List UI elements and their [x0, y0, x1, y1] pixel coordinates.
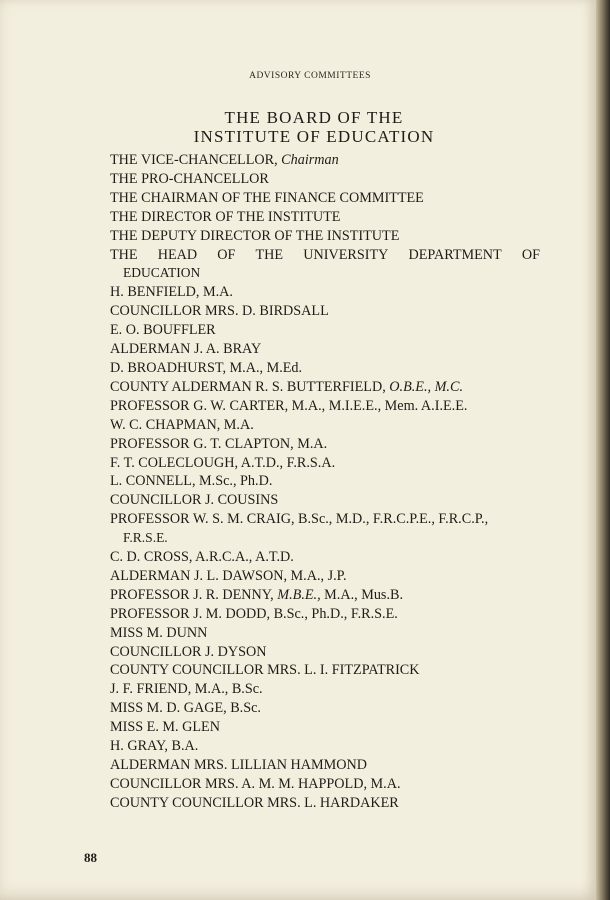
member-name: THE PRO-CHANCELLOR — [110, 170, 269, 187]
member-entry — [110, 246, 540, 284]
member-entry-line — [110, 246, 540, 265]
member-entry — [110, 775, 540, 794]
member-entry — [110, 491, 540, 510]
member-entry — [110, 151, 540, 170]
member-entry — [110, 416, 540, 435]
member-entry — [110, 756, 540, 775]
member-name: W. C. CHAPMAN, M.A. — [110, 416, 254, 433]
member-name: PROFESSOR J. R. DENNY, — [110, 586, 274, 603]
member-name: ALDERMAN J. A. BRAY — [110, 341, 262, 358]
member-italic-suffix: O.B.E., M.C. — [389, 378, 463, 395]
member-entry — [110, 227, 540, 246]
member-name: THE VICE-CHANCELLOR, — [110, 152, 278, 168]
member-entry — [110, 737, 540, 756]
member-name: H. GRAY, B.A. — [110, 738, 199, 755]
page-title — [0, 108, 610, 146]
member-name: COUNCILLOR J. COUSINS — [110, 492, 279, 509]
member-entry — [110, 548, 540, 567]
member-name: J. F. FRIEND, M.A., B.Sc. — [110, 681, 263, 698]
member-list — [110, 151, 540, 813]
member-continuation: F.R.S.E. — [123, 530, 168, 546]
member-entry — [110, 397, 540, 416]
member-name: D. BROADHURST, M.A., M.Ed. — [110, 359, 303, 376]
member-name: MISS E. M. GLEN — [110, 719, 220, 736]
member-entry — [110, 680, 540, 699]
member-name: COUNCILLOR J. DYSON — [110, 643, 267, 660]
member-name: COUNTY ALDERMAN R. S. BUTTERFIELD, — [110, 378, 386, 395]
member-name: COUNCILLOR MRS. D. BIRDSALL — [110, 303, 329, 320]
member-name: L. CONNELL, M.Sc., Ph.D. — [110, 473, 273, 490]
member-name: MISS M. D. GAGE, B.Sc. — [110, 700, 261, 717]
member-qualifications: M.A., Mus.B. — [324, 586, 404, 603]
member-name: PROFESSOR G. W. CARTER, M.A., M.I.E.E., Mem. A.I.E.E. — [110, 397, 468, 414]
member-word: DEPARTMENT — [408, 246, 502, 263]
member-name: H. BENFIELD, M.A. — [110, 284, 233, 301]
running-head: ADVISORY COMMITTEES — [249, 71, 371, 81]
page-edge — [596, 0, 610, 900]
member-entry — [110, 794, 540, 813]
title-line: THE BOARD OF THE — [224, 108, 404, 127]
member-name: MISS M. DUNN — [110, 624, 208, 641]
member-entry — [110, 661, 540, 680]
member-name: COUNTY COUNCILLOR MRS. L. I. FITZPATRICK — [110, 662, 420, 679]
member-name: F. T. COLECLOUGH, A.T.D., F.R.S.A. — [110, 454, 336, 471]
member-entry — [110, 170, 540, 189]
member-word: THE — [110, 246, 138, 263]
member-word: OF — [217, 246, 236, 263]
member-name: C. D. CROSS, A.R.C.A., A.T.D. — [110, 549, 294, 566]
member-entry — [110, 718, 540, 737]
member-italic-suffix: M.B.E., — [277, 586, 321, 603]
member-entry — [110, 321, 540, 340]
member-entry — [110, 586, 540, 605]
member-name: ALDERMAN MRS. LILLIAN HAMMOND — [110, 757, 367, 773]
member-entry — [110, 454, 540, 473]
member-entry — [110, 359, 540, 378]
member-word: UNIVERSITY — [303, 246, 389, 263]
member-entry — [110, 378, 540, 397]
member-name: ALDERMAN J. L. DAWSON, M.A., J.P. — [110, 567, 347, 584]
member-entry — [110, 472, 540, 491]
page-number: 88 — [84, 850, 97, 865]
member-name: PROFESSOR J. M. DODD, B.Sc., Ph.D., F.R.S.E. — [110, 605, 398, 622]
member-name: PROFESSOR G. T. CLAPTON, M.A. — [110, 435, 328, 452]
member-entry — [110, 510, 540, 548]
member-entry — [110, 189, 540, 208]
member-name: PROFESSOR W. S. M. CRAIG, B.Sc., M.D., F.R.C.P.E., F.R.C.P., — [110, 511, 489, 528]
member-name: COUNTY COUNCILLOR MRS. L. HARDAKER — [110, 794, 399, 811]
member-italic-suffix: Chairman — [281, 152, 339, 168]
member-name: THE DEPUTY DIRECTOR OF THE INSTITUTE — [110, 227, 400, 244]
member-name: E. O. BOUFFLER — [110, 322, 216, 339]
member-entry — [110, 283, 540, 302]
member-word: OF — [521, 246, 540, 263]
member-entry — [110, 624, 540, 643]
member-entry — [110, 643, 540, 662]
member-word: HEAD — [157, 246, 198, 263]
member-name: THE DIRECTOR OF THE INSTITUTE — [110, 208, 341, 225]
member-entry — [110, 605, 540, 624]
member-entry — [110, 302, 540, 321]
member-name: COUNCILLOR MRS. A. M. M. HAPPOLD, M.A. — [110, 775, 401, 792]
title-line: INSTITUTE OF EDUCATION — [193, 127, 435, 146]
member-name: THE CHAIRMAN OF THE FINANCE COMMITTEE — [110, 189, 424, 206]
member-entry — [110, 208, 540, 227]
member-entry — [110, 699, 540, 718]
member-word: THE — [255, 246, 284, 263]
member-continuation: EDUCATION — [123, 265, 201, 281]
member-entry — [110, 435, 540, 454]
member-entry — [110, 340, 540, 359]
member-entry — [110, 567, 540, 586]
